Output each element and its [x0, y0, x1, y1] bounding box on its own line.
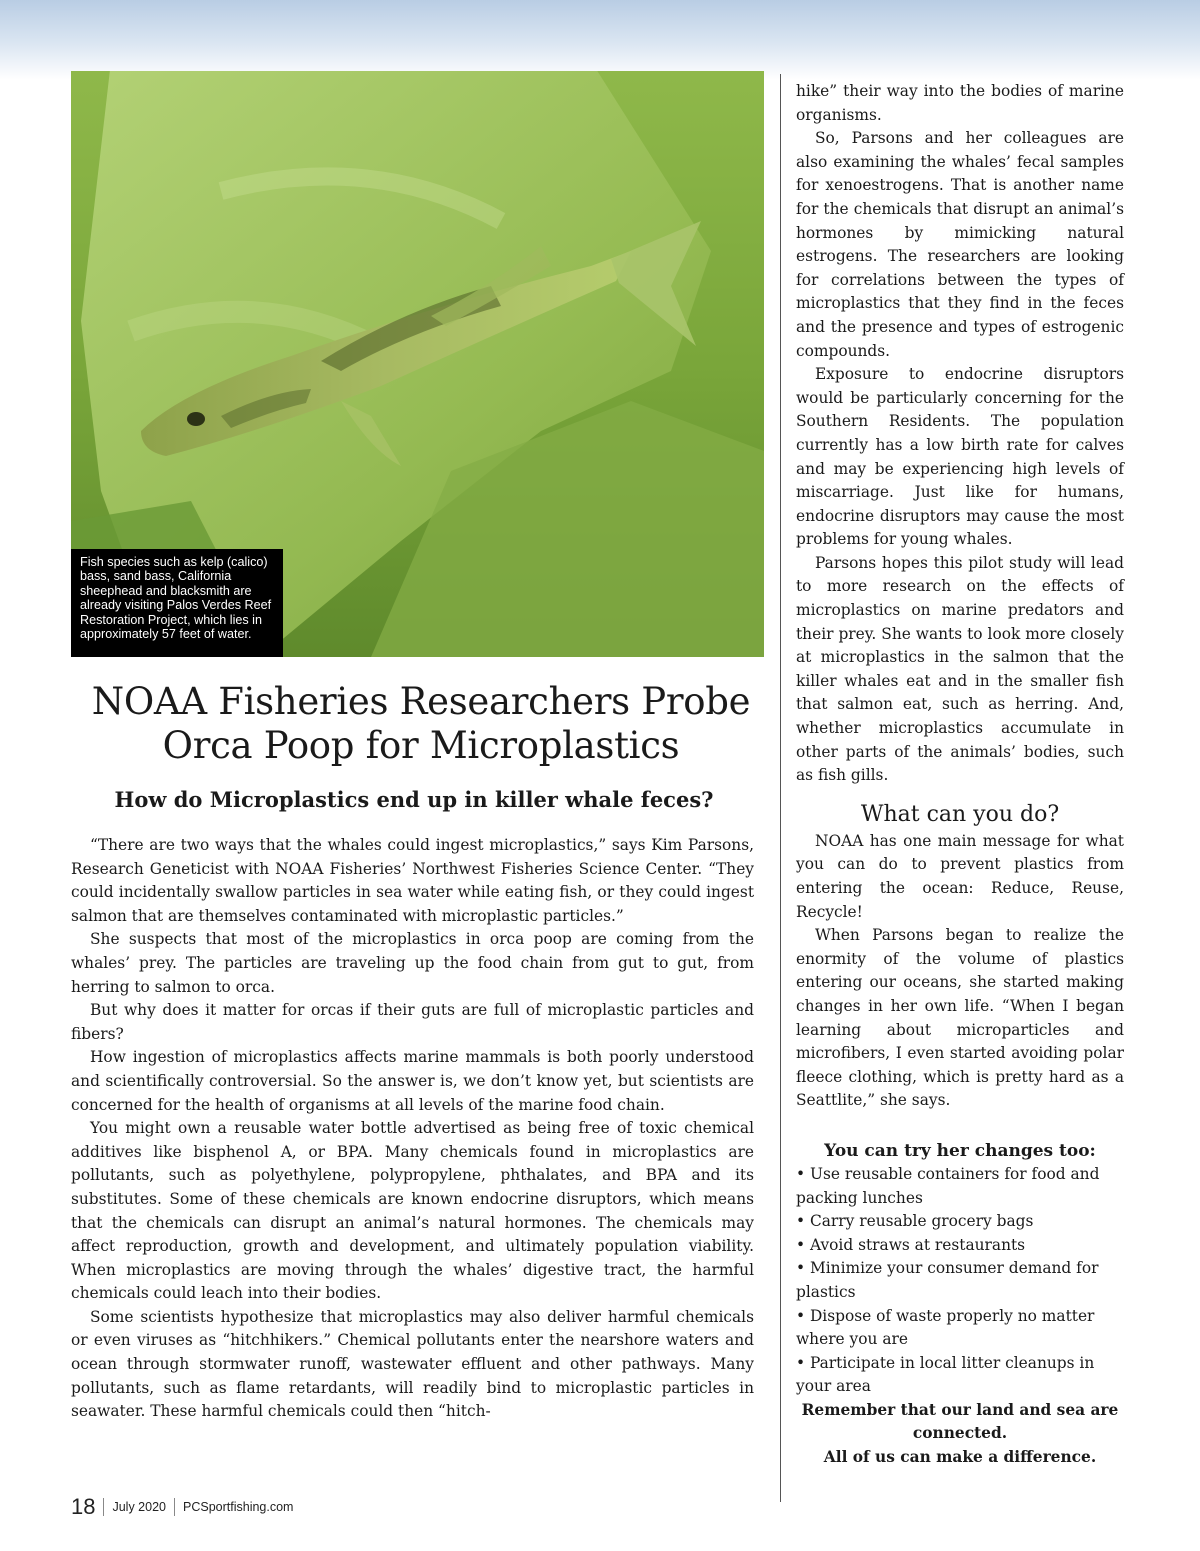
body-paragraph: Parsons hopes this pilot study will lead to more research on the effects of microplastics on marine predators and their prey. She wants to look more closely at microplastics in the salmon that the killer whales eat and in the smaller fish that salmon eat, such as herring. And, whether microplastics accumulate in other parts of the animals’ bodies, such as fish gills. — [796, 553, 1124, 785]
footer-divider — [174, 1498, 175, 1516]
body-paragraph: NOAA has one main message for what you can do to prevent plastics from entering the ocean: Reduce, Reuse, Recycle! — [796, 831, 1124, 921]
list-item: • Participate in local litter cleanups in your area — [796, 1353, 1095, 1396]
body-paragraph: So, Parsons and her colleagues are also examining the whales’ fecal samples for xenoestrogens. That is another name for the chemicals that disrupt an animal’s hormones by mimicking natural estrogens. The researchers are looking for correlations between the types of microplastics that they find in the feces and the presence and types of estrogenic compounds. — [796, 129, 1124, 360]
list-item: • Dispose of waste properly no matter where you are — [796, 1306, 1095, 1349]
article-headline: NOAA Fisheries Researchers Probe Orca Poop for Microplastics — [91, 680, 751, 767]
article-subhead: How do Microplastics end up in killer whale feces? — [114, 787, 714, 812]
body-paragraph: You might own a reusable water bottle advertised as being free of toxic chemical additives like bisphenol A, or BPA. Many chemicals found in microplastics are pollutants, such as polyethylene, polypropylene, phthalates, and BPA and its substitutes. Some of these chemicals are known endocrine disruptors, which means that the chemicals can disrupt an animal’s natural hormones. The chemicals may affect reproduction, growth and development, and ultimately population viability. When microplastics are moving through the whales’ digestive tract, the harmful chemicals could leach into their bodies. — [71, 1119, 754, 1303]
tips-title: You can try her changes too: — [824, 1140, 1096, 1161]
issue-date: July 2020 — [112, 1500, 166, 1514]
closing-line: All of us can make a difference. — [823, 1448, 1097, 1467]
list-item: • Minimize your consumer demand for plastics — [796, 1259, 1099, 1301]
right-column-body — [796, 80, 1124, 1470]
body-paragraph: Exposure to endocrine disruptors would be particularly concerning for the Southern Residents. The population currently has a low birth rate for calves and may be experiencing high levels of miscarriage. Just like for humans, endocrine disruptors may cause the most problems for young whales. — [796, 365, 1124, 549]
body-paragraph: When Parsons began to realize the enormity of the volume of plastics entering our oceans, she started making changes in her own life. “When I began learning about microparticles and microfibers, I even started avoiding polar fleece clothing, which is pretty hard as a Seattlite,” she says. — [796, 926, 1124, 1110]
closing-line: Remember that our land and sea are connected. — [801, 1400, 1119, 1443]
body-paragraph: But why does it matter for orcas if their guts are full of microplastic particles and fibers? — [71, 1001, 754, 1043]
column-divider — [780, 74, 781, 1502]
body-paragraph: She suspects that most of the microplastics in orca poop are coming from the whales’ prey. The particles are traveling up the food chain from gut to gut, from herring to salmon to orca. — [71, 930, 754, 996]
footer-divider — [103, 1498, 104, 1516]
page-number: 18 — [71, 1494, 96, 1519]
left-column-body — [71, 834, 754, 1424]
body-paragraph: How ingestion of microplastics affects marine mammals is both poorly understood and scientifically controversial. So the answer is, we don’t know yet, but scientists are concerned for the health of organisms at all levels of the marine food chain. — [71, 1048, 754, 1114]
website-link[interactable]: PCSportfishing.com — [183, 1500, 294, 1514]
list-item: • Use reusable containers for food and packing lunches — [796, 1164, 1100, 1207]
body-paragraph: Some scientists hypothesize that microplastics may also deliver harmful chemicals or even viruses as “hitchhikers.” Chemical pollutants enter the nearshore waters and ocean through stormwater runoff, wastewater effluent and other pathways. Many pollutants, such as flame retardants, will readily bind to microplastic particles in seawater. These harmful chemicals could then “hitch- — [71, 1307, 754, 1421]
photo-caption: Fish species such as kelp (calico) bass, sand bass, California sheephead and blacksmith are already visiting Palos Verdes Reef Restoration Project, which lies in approximately 57 feet of water. — [71, 549, 283, 657]
tips-list — [796, 1163, 1124, 1399]
list-item: • Carry reusable grocery bags — [796, 1212, 1034, 1231]
top-gradient-band — [0, 0, 1200, 80]
continued-paragraph: hike” their way into the bodies of marine organisms. — [796, 82, 1124, 124]
page-footer — [71, 1493, 293, 1521]
body-paragraph: “There are two ways that the whales could ingest microplastics,” says Kim Parsons, Research Geneticist with NOAA Fisheries’ Northwest Fisheries Science Center. “They could incidentally swallow particles in sea water while eating fish, or they could ingest salmon that are themselves contaminated with microplastic particles.” — [71, 836, 754, 925]
section-title: What can you do? — [860, 801, 1060, 827]
list-item: • Avoid straws at restaurants — [796, 1235, 1026, 1254]
